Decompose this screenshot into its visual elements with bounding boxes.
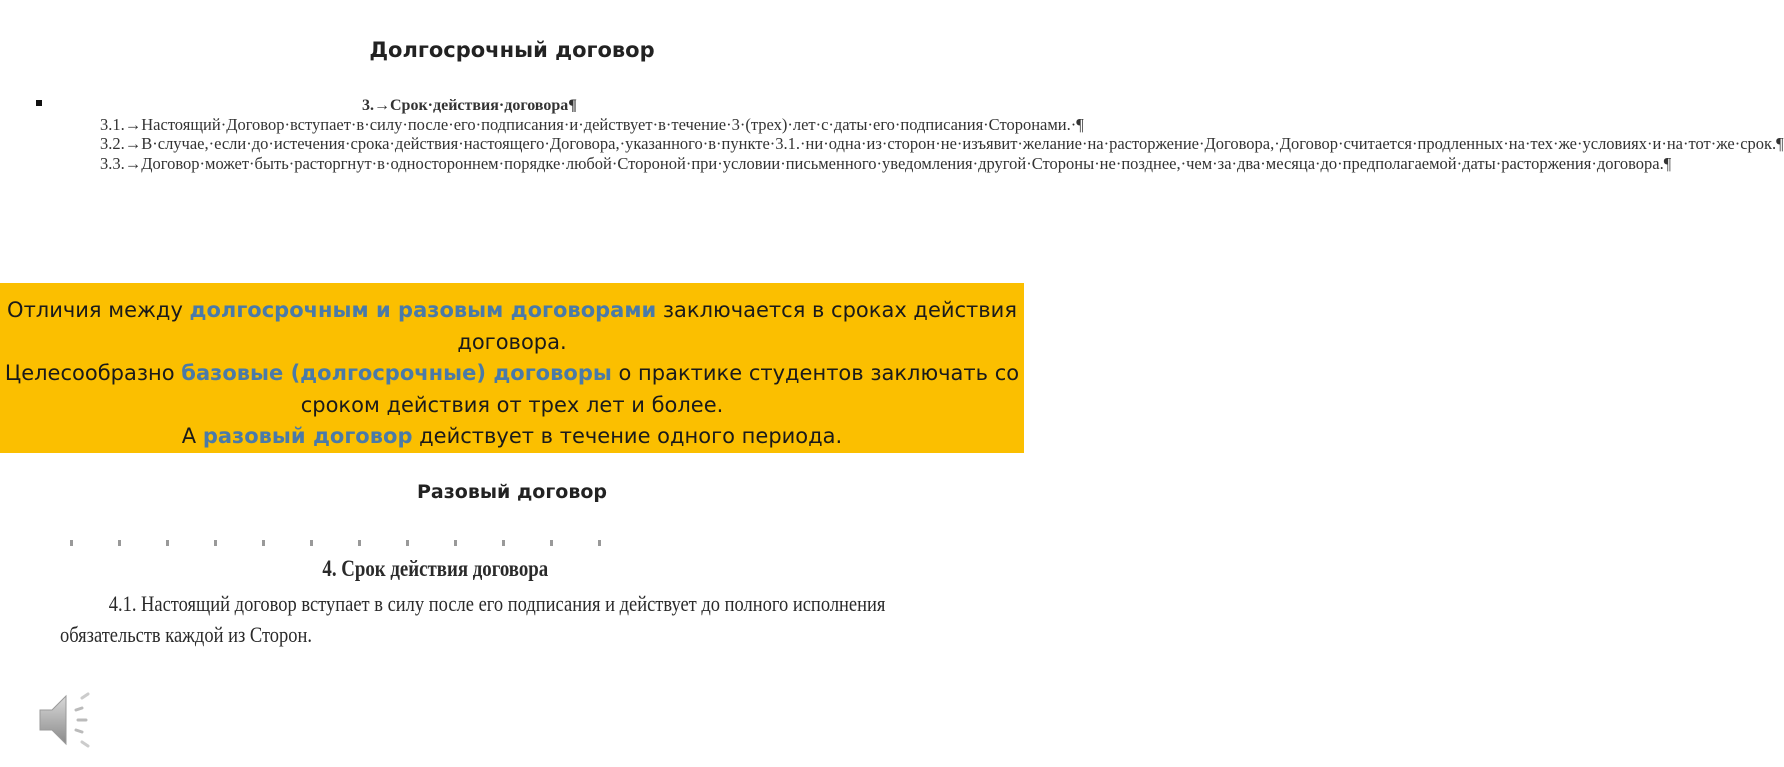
banner-text: Отличия между [7, 298, 190, 322]
banner-highlight: долгосрочным и разовым договорами [189, 298, 657, 322]
banner-text: Целесообразно [4, 361, 182, 385]
banner-highlight: разовый договор [202, 424, 413, 448]
banner-text: действует в течение одного периода. [412, 424, 843, 448]
banner-line-2 [0, 358, 1024, 421]
cropped-text-fragment [70, 540, 630, 546]
excerpt-paragraph-3-1: 3.1.→Настоящий·Договор·вступает·в·силу·после·его·подписания·и·действует·в·течение·3·(трех)·лет·с·даты·его·подписания·Сторонами.·¶ [100, 115, 1084, 135]
excerpt-paragraph-4-1: 4.1. Настоящий договор вступает в силу после его подписания и действует до полного исполнения обязательств каждой из Сторон. [60, 591, 886, 647]
excerpt-paragraph-3-2: 3.2.→В·случае,·если·до·истечения·срока·действия·настоящего·Договора,·указанного·в·пункте·3.1.·ни·одна·из·сторон·не·изъявит·желание·на·расторжение·Договора,·Договор·считается·продленных·на·тех·же·условиях·и·на·тот·же·срок.¶ [100, 134, 1784, 154]
banner-line-3 [0, 421, 1024, 453]
contract-excerpt-one-time [60, 556, 960, 650]
excerpt-paragraph-3-3: 3.3.→Договор·может·быть·расторгнут·в·одностороннем·порядке·любой·Стороной·при·условии·письменного·уведомления·другой·Стороны·не·позднее,·чем·за·два·месяца·до·предполагаемой·даты·расторжения·договора.¶ [100, 153, 1672, 173]
banner-highlight: базовые (долгосрочные) договоры [181, 361, 612, 385]
speaker-icon[interactable] [36, 688, 108, 750]
banner-text: о практике студентов заключать со сроком действия от трех лет и более. [300, 361, 1020, 417]
banner-text: заключается в сроках действия договора. [457, 298, 1017, 354]
slide-subtitle: Разовый договор [416, 481, 608, 503]
excerpt-heading: 4. Срок действия договора [322, 556, 549, 581]
banner-text: А [181, 424, 203, 448]
banner-line-1 [0, 295, 1024, 358]
slide-title: Долгосрочный договор [369, 38, 655, 62]
contract-excerpt-long-term [42, 96, 1784, 173]
comparison-banner [0, 283, 1024, 453]
excerpt-heading: 3.→Срок·действия·договора¶ [362, 97, 577, 114]
